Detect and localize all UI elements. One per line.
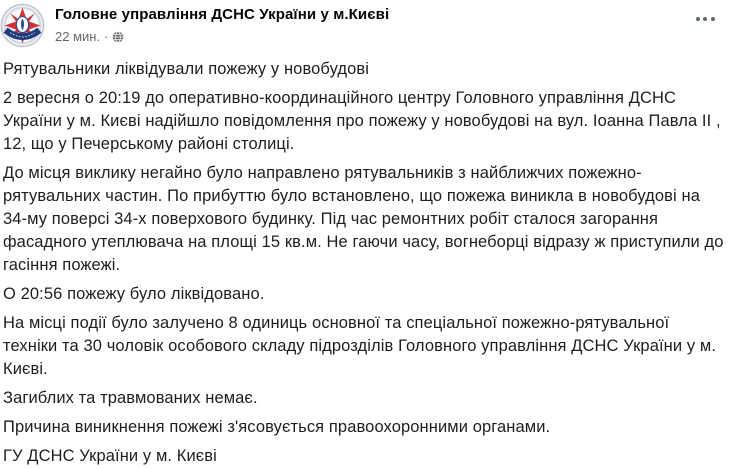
post-text-line: 12, що у Печерському районі столиці. bbox=[3, 135, 295, 153]
post-text-line: України у м. Києві надійшло повідомлення про пожежу у новобудові на вул. Іоанна Павла ІІ , bbox=[3, 112, 721, 130]
post-text-line: Рятувальники ліквідували пожежу у новобудові bbox=[3, 60, 370, 78]
avatar[interactable] bbox=[0, 3, 45, 48]
post-text-line: Причина виникнення пожежі з'ясовується правоохоронними органами. bbox=[3, 418, 551, 436]
post-text-line: Загиблих та травмованих немає. bbox=[3, 389, 258, 407]
post-text-line: На місці події було залучено 8 одиниць основної та спеціальної пожежно-рятувальної bbox=[3, 314, 670, 332]
post-text-line: техніки та 30 чоловік особового складу підрозділів Головного управління ДСНС України у м. bbox=[3, 337, 717, 355]
header-text bbox=[55, 3, 740, 45]
meta-separator: · bbox=[104, 29, 109, 44]
more-options-button[interactable] bbox=[690, 8, 720, 30]
post-paragraph bbox=[3, 283, 738, 306]
post-text-line: Києві. bbox=[3, 360, 48, 378]
post-text-line: О 20:56 пожежу було ліквідовано. bbox=[3, 285, 265, 303]
post-text-line: 34-му поверсі 34-х поверхового будинку. Під час ремонтних робіт сталося загорання bbox=[3, 210, 659, 228]
page-name-link[interactable]: Головне управління ДСНС України у м.Києві bbox=[55, 6, 390, 23]
post-text-line: До місця виклику негайно було направлено рятувальників з найближчих пожежно- bbox=[3, 164, 642, 182]
post-paragraph bbox=[3, 162, 738, 277]
post-paragraph bbox=[3, 58, 738, 81]
post-paragraph bbox=[3, 312, 738, 381]
post-text-line: ГУ ДСНС України у м. Києві bbox=[3, 447, 217, 465]
post-paragraph bbox=[3, 87, 738, 156]
post-paragraph bbox=[3, 416, 738, 439]
ellipsis-icon bbox=[696, 17, 700, 21]
post-header bbox=[0, 0, 740, 52]
ellipsis-icon bbox=[703, 17, 707, 21]
post-text-line: фасадного утеплювача на площі 15 кв.м. Не гаючи часу, вогнеборці відразу ж приступили до bbox=[3, 233, 724, 251]
post-text-line: гасіння пожежі. bbox=[3, 256, 121, 274]
post-text bbox=[0, 52, 740, 468]
globe-privacy-icon bbox=[112, 31, 124, 43]
ellipsis-icon bbox=[711, 17, 715, 21]
dsns-emblem-icon bbox=[0, 3, 45, 48]
post-text-line: 2 вересня о 20:19 до оперативно-координаційного центру Головного управління ДСНС bbox=[3, 89, 677, 107]
timestamp[interactable]: 22 мин. bbox=[55, 29, 101, 44]
post-meta bbox=[55, 28, 740, 45]
post-paragraph bbox=[3, 387, 738, 410]
post-paragraph bbox=[3, 445, 738, 468]
post-text-line: рятувальних частин. По прибуттю було встановлено, що пожежа виникла в новобудові на bbox=[3, 187, 700, 205]
